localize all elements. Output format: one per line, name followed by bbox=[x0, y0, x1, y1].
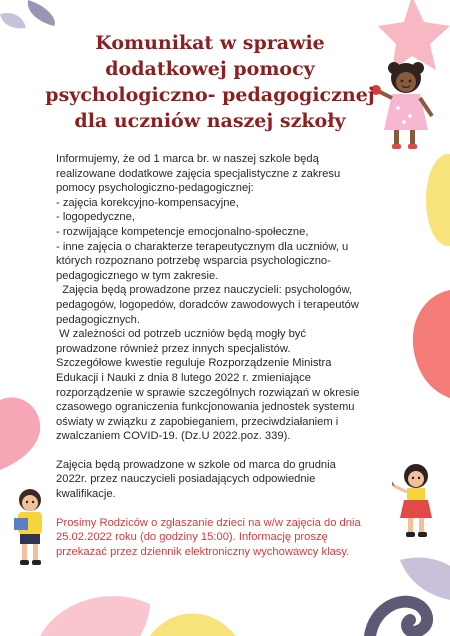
page-title bbox=[40, 30, 380, 134]
body-line: realizowane dodatkowe zajęcia specjalistyczne z zakresu bbox=[56, 167, 341, 180]
body-line: 2022r. przez nauczycieli posiadających odpowiednie bbox=[56, 473, 316, 486]
title-line: dodatkowej pomocy bbox=[105, 58, 315, 80]
boy-with-book-illustration bbox=[6, 486, 56, 570]
paragraph-spacer bbox=[56, 502, 408, 516]
body-line: pedagogicznego w tym zakresie. bbox=[56, 269, 219, 282]
body-line: Szczegółowe kwestie reguluje Rozporządzenie Ministra bbox=[56, 357, 332, 370]
heart-shape-left bbox=[0, 397, 40, 470]
leaf-shape-top-left bbox=[28, 0, 55, 26]
title-line: psychologiczno- pedagogicznej bbox=[45, 84, 375, 106]
body-line: - zajęcia korekcyjno-kompensacyjne, bbox=[56, 196, 239, 209]
body-line: Zajęcia będą prowadzone w szkole od marca do grudnia bbox=[56, 458, 336, 471]
announcement-body bbox=[56, 152, 408, 559]
body-line: pomocy psychologiczno-pedagogicznej: bbox=[56, 182, 254, 195]
parent-notice-line: przekazać przez dziennik elektroniczny wychowawcy klasy. bbox=[56, 545, 350, 558]
body-line: Zajęcia będą prowadzone przez nauczycieli: psychologów, bbox=[56, 284, 353, 297]
leaf-shape-top-left-2 bbox=[0, 13, 26, 28]
body-line: kwalifikacje. bbox=[56, 488, 116, 501]
pink-curve-bottom-left bbox=[40, 596, 150, 636]
title-line: dla uczniów naszej szkoły bbox=[74, 110, 346, 132]
slate-swirl-bottom-right bbox=[370, 602, 427, 636]
yellow-blob-right bbox=[426, 154, 450, 246]
body-line: czasowego ograniczenia funkcjonowania jednostek systemu bbox=[56, 401, 355, 414]
parent-notice-line: Prosimy Rodziców o zgłaszanie dzieci na w/w zajęcia do dnia bbox=[56, 516, 361, 529]
paragraph-spacer bbox=[56, 444, 408, 458]
body-line: oświaty w związku z zapobieganiem, przeciwdziałaniem i bbox=[56, 415, 339, 428]
girl-with-apple-illustration bbox=[370, 60, 440, 154]
body-line: pedagogicznych. bbox=[56, 313, 140, 326]
coral-blob-right bbox=[413, 290, 450, 398]
title-line: Komunikat w sprawie bbox=[95, 32, 325, 54]
yellow-arc-bottom bbox=[150, 613, 236, 636]
body-line: Edukacji i Nauki z dnia 8 lutego 2022 r. zmieniające bbox=[56, 371, 311, 384]
parent-notice-line: 25.02.2022 roku (do godziny 15:00). Informację proszę bbox=[56, 531, 328, 544]
body-line: - inne zajęcia o charakterze terapeutycznym dla uczniów, u bbox=[56, 240, 349, 253]
body-line: - logopedyczne, bbox=[56, 211, 135, 224]
body-line: prowadzone również przez innych specjalistów. bbox=[56, 342, 291, 355]
body-line: zwalczaniem COVID-19. (Dz.U 2022.poz. 339). bbox=[56, 430, 291, 443]
body-line: Informujemy, że od 1 marca br. w naszej szkole będą bbox=[56, 153, 319, 165]
body-line: których rozpoznano potrzebę wsparcia psychologiczno- bbox=[56, 255, 331, 268]
body-line: rozporządzenie w sprawie szczególnych rozwiązań w okresie bbox=[56, 386, 360, 399]
body-line: W zależności od potrzeb uczniów będą mogły być bbox=[56, 328, 306, 341]
body-line: - rozwijające kompetencje emocjonalno-społeczne, bbox=[56, 225, 309, 238]
lavender-blob-bottom-right bbox=[400, 558, 450, 600]
body-line: pedagogów, logopedów, doradców zawodowych i terapeutów bbox=[56, 298, 359, 311]
